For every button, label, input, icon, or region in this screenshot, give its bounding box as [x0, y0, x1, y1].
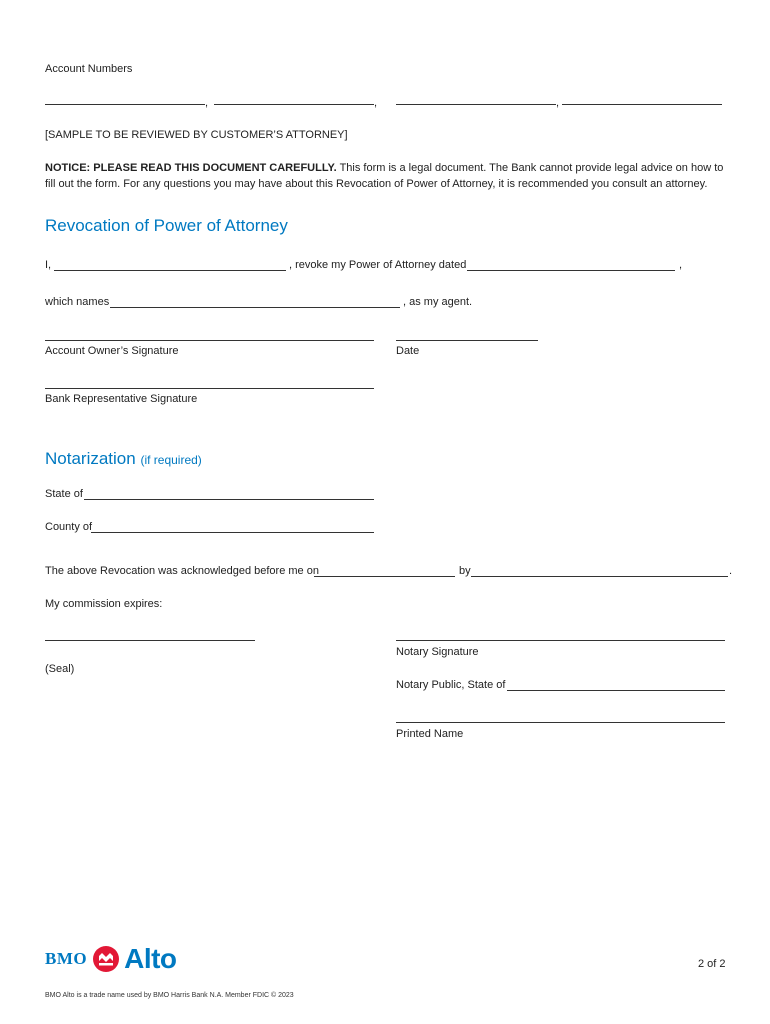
state-field[interactable] — [84, 499, 374, 500]
notarization-title — [45, 449, 202, 469]
account-number-field-4[interactable] — [562, 104, 722, 105]
revoke-middle-text: , revoke my Power of Attorney dated — [289, 259, 467, 271]
which-names-label: which names — [45, 296, 110, 308]
footer-legal: BMO Alto is a trade name used by BMO Harris Bank N.A. Member FDIC © 2023 — [45, 992, 294, 999]
seal-label: (Seal) — [45, 663, 75, 675]
notary-signature-field[interactable] — [396, 640, 725, 641]
notarization-title-text: Notarization — [45, 449, 136, 468]
legal-notice — [45, 160, 735, 192]
notary-public-state-label: Notary Public, State of — [396, 679, 506, 691]
date-field[interactable] — [396, 340, 538, 341]
comma-separator: , — [556, 97, 560, 109]
acknowledged-text: The above Revocation was acknowledged before me on — [45, 565, 319, 577]
grantor-name-field[interactable] — [54, 270, 286, 271]
acknowledged-date-field[interactable] — [314, 576, 455, 577]
revocation-title: Revocation of Power of Attorney — [45, 216, 288, 235]
as-my-agent-text: , as my agent. — [403, 296, 473, 308]
notice-text: This form is a legal document. The Bank cannot provide legal advice on how to fill out the form. For any questions you may have about this Revocation of Power of Attorney, it is recommended you consult an attorney. — [45, 162, 724, 190]
page-number: 2 of 2 — [698, 958, 726, 970]
date-label: Date — [396, 345, 420, 357]
bmo-alto-logo — [45, 944, 177, 974]
bank-rep-signature-field[interactable] — [45, 388, 374, 389]
poa-date-field[interactable] — [467, 270, 675, 271]
owner-signature-field[interactable] — [45, 340, 374, 341]
revoke-prefix: I, — [45, 259, 52, 271]
sample-note: [SAMPLE TO BE REVIEWED BY CUSTOMER’S ATTORNEY] — [45, 129, 348, 141]
bmo-wordmark: BMO — [45, 949, 88, 968]
comma-separator: , — [205, 97, 209, 109]
notice-heading: NOTICE: PLEASE READ THIS DOCUMENT CAREFULLY. — [45, 162, 337, 174]
alto-wordmark: Alto — [124, 943, 177, 974]
printed-name-field[interactable] — [396, 722, 725, 723]
if-required-note: (if required) — [140, 453, 202, 467]
account-number-field-2[interactable] — [214, 104, 374, 105]
account-number-field-3[interactable] — [396, 104, 556, 105]
comma-separator: , — [374, 97, 378, 109]
acknowledged-by-field[interactable] — [471, 576, 728, 577]
notary-state-field[interactable] — [507, 690, 725, 691]
bmo-roundel-icon — [93, 946, 119, 972]
county-field[interactable] — [91, 532, 374, 533]
ack-period: . — [729, 565, 733, 577]
account-numbers-label: Account Numbers — [45, 63, 133, 75]
agent-name-field[interactable] — [110, 307, 400, 308]
printed-name-label: Printed Name — [396, 728, 464, 740]
state-of-label: State of — [45, 488, 83, 500]
commission-expires-field[interactable] — [45, 640, 255, 641]
commission-expires-label: My commission expires: — [45, 598, 163, 610]
county-of-label: County of — [45, 521, 93, 533]
bank-rep-signature-label: Bank Representative Signature — [45, 393, 198, 405]
owner-signature-label: Account Owner’s Signature — [45, 345, 179, 357]
notary-signature-label: Notary Signature — [396, 646, 479, 658]
account-number-field-1[interactable] — [45, 104, 205, 105]
by-text: by — [459, 565, 471, 577]
revoke-suffix: , — [679, 259, 683, 271]
